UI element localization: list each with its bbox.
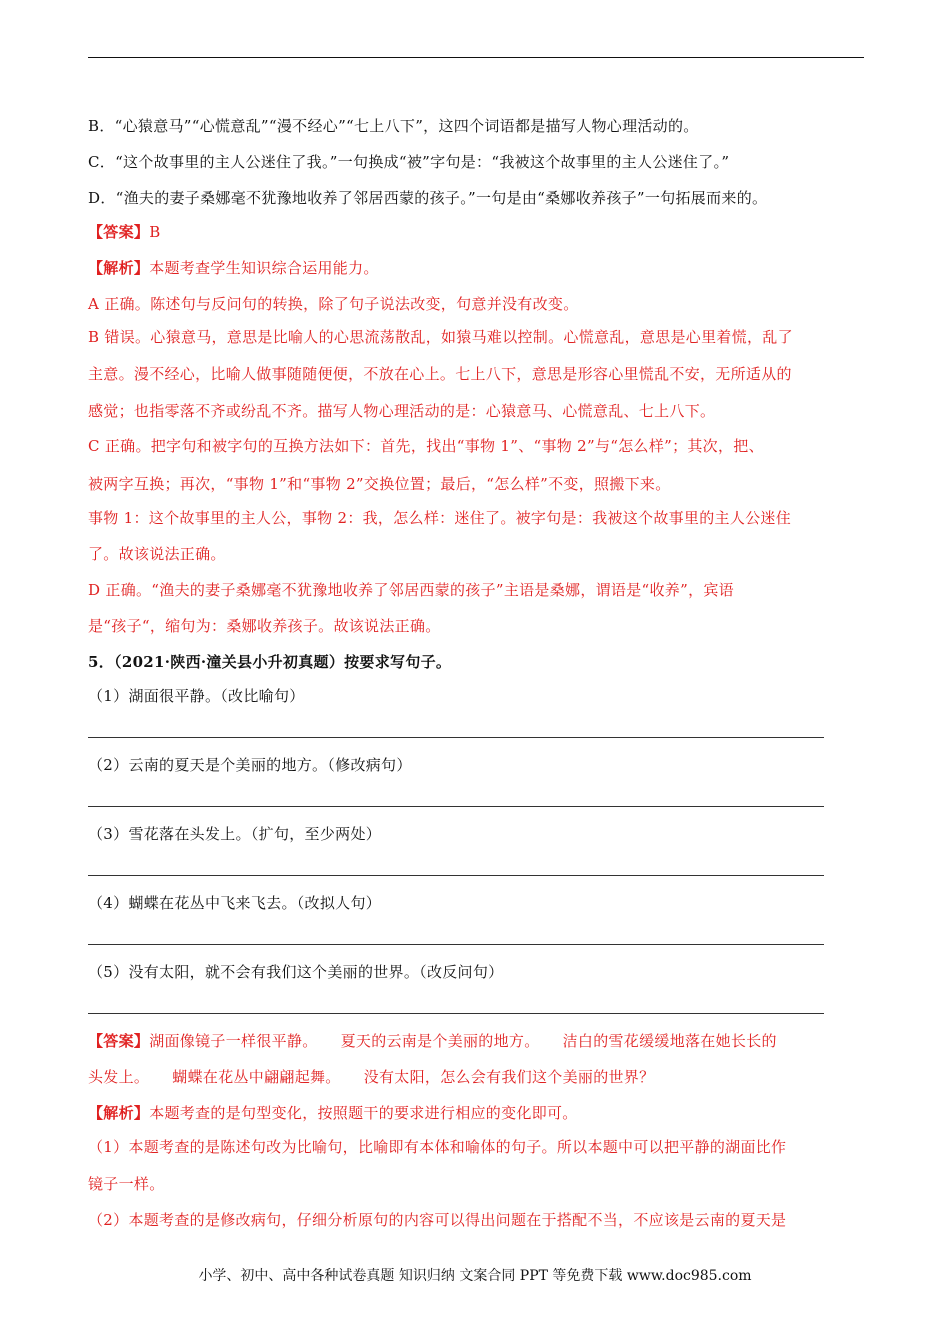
- answer-blank-5[interactable]: [88, 1013, 824, 1014]
- q5-item-5: （5）没有太阳，就不会有我们这个美丽的世界。（改反问句）: [88, 963, 504, 981]
- analysis-intro: 本题考查的是句型变化，按照题干的要求进行相应的变化即可。: [149, 1104, 578, 1122]
- analysis-line: 是“孩子“，缩句为：桑娜收养孩子。故该说法正确。: [88, 617, 441, 635]
- option-d: D．“渔夫的妻子桑娜毫不犹豫地收养了邻居西蒙的孩子。”一句是由“桑娜收养孩子”一句拓展而来的。: [88, 189, 768, 207]
- q5-item-3: （3）雪花落在头发上。（扩句，至少两处）: [88, 825, 382, 843]
- analysis-tag: 【解析】: [88, 1104, 150, 1122]
- page-footer: 小学、初中、高中各种试卷真题 知识归纳 文案合同 PPT 等免费下载 www.doc985.com: [198, 1268, 752, 1284]
- option-b: B．“心猿意马”“心慌意乱”“漫不经心”“七上八下”，这四个词语都是描写人物心理活动的。: [88, 117, 699, 135]
- answer-tag: 【答案】: [88, 223, 150, 241]
- q5-item-2: （2）云南的夏天是个美丽的地方。（修改病句）: [88, 756, 412, 774]
- analysis-intro: 本题考查学生知识综合运用能力。: [149, 259, 379, 277]
- answer-tag: 【答案】: [88, 1032, 150, 1050]
- answer-blank-1[interactable]: [88, 737, 824, 738]
- answer-blank-3[interactable]: [88, 875, 824, 876]
- analysis-line: D 正确。“渔夫的妻子桑娜毫不犹豫地收养了邻居西蒙的孩子”主语是桑娜，谓语是“收养”，宾语: [88, 581, 734, 599]
- answer-blank-2[interactable]: [88, 806, 824, 807]
- analysis-line: 了。故该说法正确。: [88, 545, 226, 563]
- analysis-line: 事物 1：这个故事里的主人公，事物 2：我，怎么样：迷住了。被字句是：我被这个故事里的主人公迷住: [88, 509, 792, 527]
- q4-analysis: [88, 258, 379, 278]
- q5-item-4: （4）蝴蝶在花丛中飞来飞去。（改拟人句）: [88, 894, 382, 912]
- q4-answer: [88, 222, 161, 242]
- analysis-line: B 错误。心猿意马，意思是比喻人的心思流荡散乱，如猿马难以控制。心慌意乱，意思是心里着慌，乱了: [88, 328, 793, 346]
- header-rule: [88, 57, 864, 58]
- analysis-line: 感觉；也指零落不齐或纷乱不齐。描写人物心理活动的是：心猿意马、心慌意乱、七上八下。: [88, 402, 716, 420]
- answer-value: B: [149, 223, 161, 241]
- analysis-line: 主意。漫不经心，比喻人做事随随便便，不放在心上。七上八下，意思是形容心里慌乱不安，无所适从的: [88, 365, 792, 383]
- q5-analysis: [88, 1103, 578, 1123]
- answer-line: 头发上。 蝴蝶在花丛中翩翩起舞。 没有太阳，怎么会有我们这个美丽的世界？: [88, 1068, 655, 1086]
- analysis-line: （1）本题考查的是陈述句改为比喻句，比喻即有本体和喻体的句子。所以本题中可以把平静的湖面比作: [88, 1138, 787, 1156]
- q5-answer: [88, 1031, 777, 1051]
- analysis-line: 镜子一样。: [88, 1175, 165, 1193]
- question-5-title: 5．（2021·陕西·潼关县小升初真题）按要求写句子。: [88, 653, 452, 671]
- analysis-tag: 【解析】: [88, 259, 150, 277]
- analysis-line: A 正确。陈述句与反问句的转换，除了句子说法改变，句意并没有改变。: [88, 295, 579, 313]
- analysis-line: C 正确。把字句和被字句的互换方法如下：首先，找出“事物 1”、“事物 2”与“怎么样”；其次，把、: [88, 437, 764, 455]
- option-c: C．“这个故事里的主人公迷住了我。”一句换成“被”字句是：“我被这个故事里的主人公迷住了。”: [88, 153, 730, 171]
- answer-line: 湖面像镜子一样很平静。 夏天的云南是个美丽的地方。 洁白的雪花缓缓地落在她长长的: [149, 1032, 777, 1050]
- answer-blank-4[interactable]: [88, 944, 824, 945]
- q5-item-1: （1）湖面很平静。（改比喻句）: [88, 687, 305, 705]
- analysis-line: （2）本题考查的是修改病句，仔细分析原句的内容可以得出问题在于搭配不当，不应该是云南的夏天是: [88, 1211, 787, 1229]
- analysis-line: 被两字互换；再次，“事物 1”和“事物 2”交换位置；最后，“怎么样”不变，照搬下来。: [88, 475, 671, 493]
